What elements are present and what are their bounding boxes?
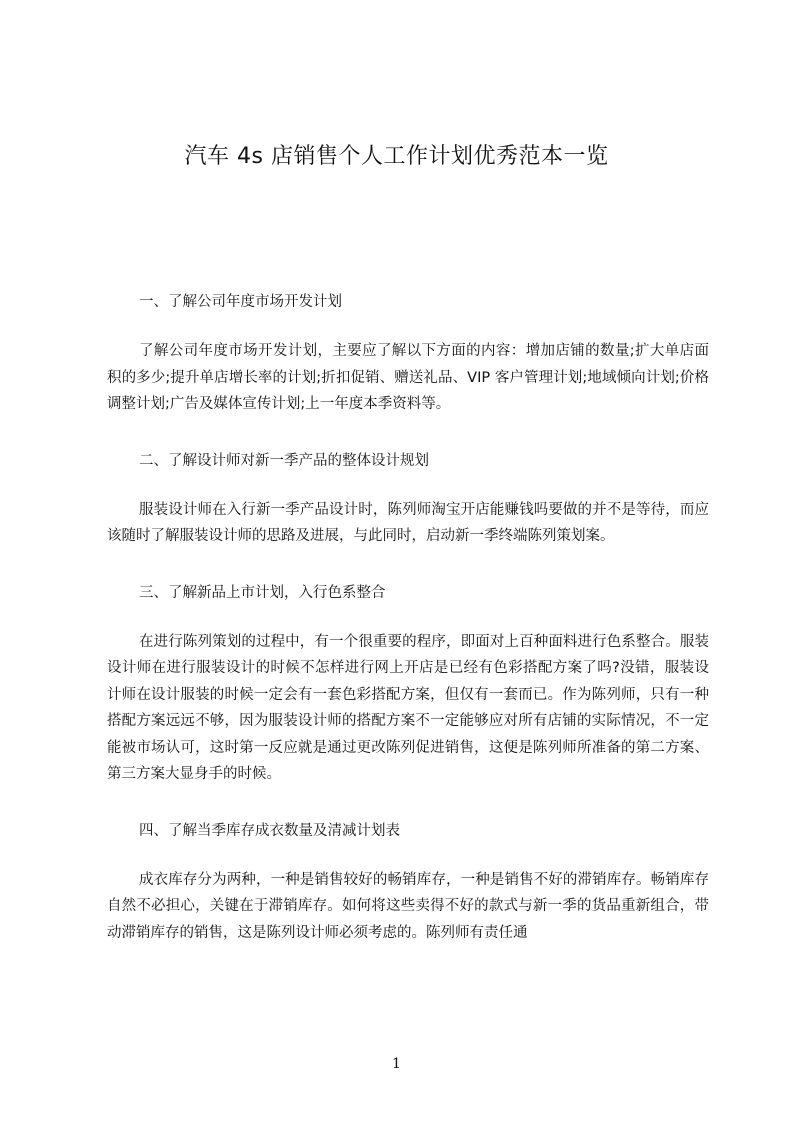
section-heading: 一、了解公司年度市场开发计划 <box>139 294 342 310</box>
section-inventory-plan <box>107 817 709 947</box>
section-paragraph: 服装设计师在入行新一季产品设计时，陈列师淘宝开店能赚钱吗要做的并不是等待，而应该随时了解服装设计师的思路及进展，与此同时，启动新一季终端陈列策划案。 <box>107 501 709 544</box>
document-body <box>107 288 709 946</box>
section-paragraph: 在进行陈列策划的过程中，有一个很重要的程序，即面对上百种面料进行色系整合。服装设计师在进行服装设计的时候不怎样进行网上开店是已经有色彩搭配方案了吗?没错，服装设计师在设计服装的时候一定会有一套色彩搭配方案，但仅有一套而已。作为陈列师，只有一种搭配方案远远不够，因为服装设计师的搭配方案不一定能够应对所有店铺的实际情况，不一定能被市场认可，这时第一反应就是通过更改陈列促进销售，这便是陈列师所准备的第二方案、第三方案大显身手的时候。 <box>107 633 709 782</box>
document-title: 汽车 4s 店销售个人工作计划优秀范本一览 <box>184 144 609 169</box>
section-design-plan <box>107 447 709 579</box>
section-heading: 二、了解设计师对新一季产品的整体设计规划 <box>139 452 429 469</box>
section-heading: 三、了解新品上市计划，入行色系整合 <box>139 584 386 601</box>
section-paragraph: 了解公司年度市场开发计划，主要应了解以下方面的内容：增加店铺的数量;扩大单店面积的多少;提升单店增长率的计划;折扣促销、赠送礼品、VIP 客户管理计划;地域倾向计划;价格调整计划;广告及媒体宣传计划;上一年度本季资料等。 <box>107 343 709 412</box>
section-market-plan <box>107 288 709 447</box>
page-number: 1 <box>392 1056 401 1072</box>
section-color-integration <box>107 579 709 817</box>
section-heading: 四、了解当季库存成衣数量及清减计划表 <box>139 822 400 839</box>
section-paragraph: 成衣库存分为两种，一种是销售较好的畅销库存，一种是销售不好的滞销库存。畅销库存自然不必担心，关键在于滞销库存。如何将这些卖得不好的款式与新一季的货品重新组合，带动滞销库存的销售，这是陈列设计师必须考虑的。陈列师有责任通 <box>107 871 709 941</box>
